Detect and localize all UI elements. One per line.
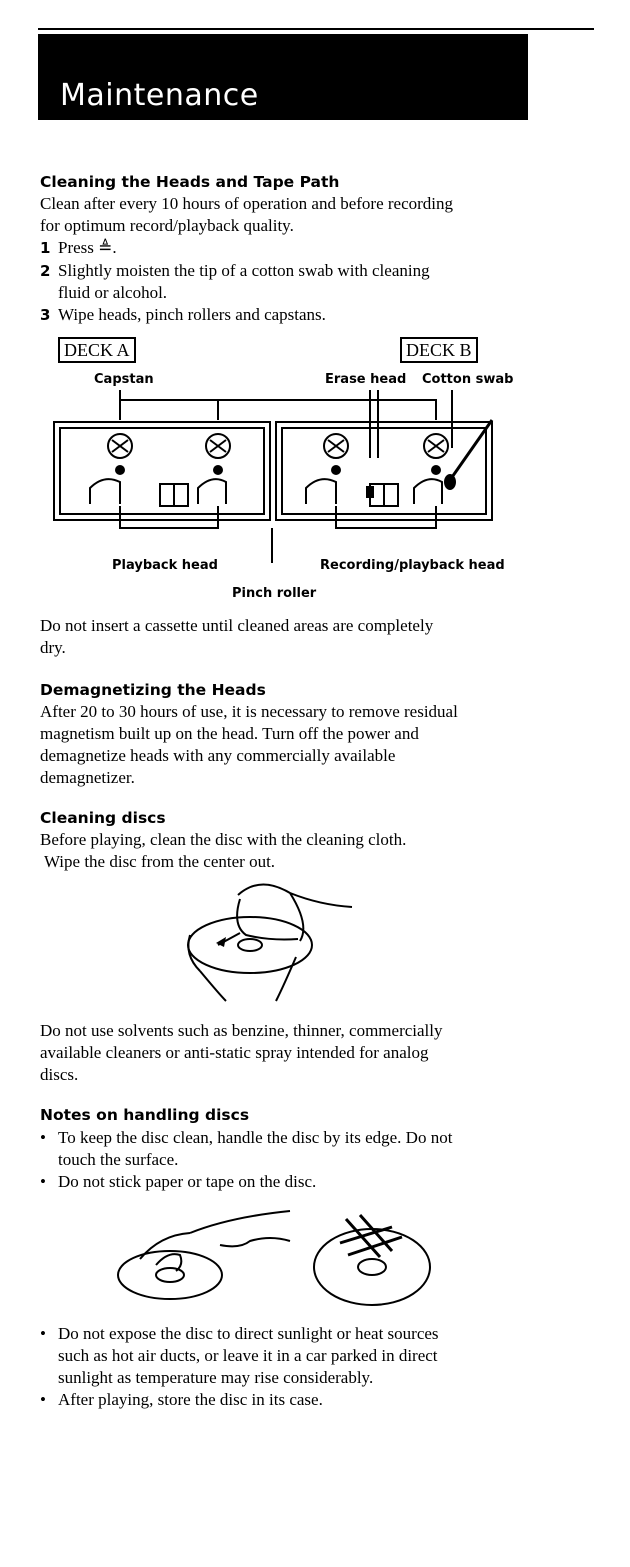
demag-line: magnetism built up on the head. Turn off the power and	[40, 724, 419, 743]
warning-line: available cleaners or anti-static spray intended for analog	[40, 1043, 429, 1062]
playback-head-label: Playback head	[112, 558, 218, 573]
handling-bullet	[40, 1323, 560, 1389]
section-heading-demagnetizing: Demagnetizing the Heads	[40, 681, 266, 699]
intro-line: for optimum record/playback quality.	[40, 216, 294, 235]
step-number: 3	[40, 306, 51, 324]
handling-bullet	[40, 1127, 560, 1171]
discs-line: Before playing, clean the disc with the cleaning cloth.	[40, 830, 407, 849]
section-heading-cleaning-discs: Cleaning discs	[40, 809, 166, 827]
demag-line: demagnetizer.	[40, 768, 135, 787]
deck-b-label: DECK B	[400, 337, 478, 363]
bullet-dot: •	[40, 1390, 46, 1409]
deck-a-label: DECK A	[58, 337, 136, 363]
cotton-swab-label: Cotton swab	[422, 372, 514, 387]
erase-head-label: Erase head	[325, 372, 407, 387]
page-title: Maintenance	[60, 78, 259, 113]
step-text: Wipe heads, pinch rollers and capstans.	[58, 305, 326, 324]
warning-line: discs.	[40, 1065, 79, 1084]
bullet-text: Do not expose the disc to direct sunlight or heat sources	[58, 1324, 439, 1343]
step-2	[40, 260, 560, 304]
bullet-text-continued: such as hot air ducts, or leave it in a car parked in direct	[58, 1346, 438, 1365]
demag-line: demagnetize heads with any commercially available	[40, 746, 396, 765]
bullet-text: After playing, store the disc in its case.	[58, 1390, 323, 1409]
cleaning-discs-text	[40, 829, 560, 873]
section-heading-handling-discs: Notes on handling discs	[40, 1106, 250, 1124]
bullet-text: Do not stick paper or tape on the disc.	[58, 1172, 317, 1191]
demagnetizing-text	[40, 701, 560, 789]
disc-handling-illustration	[110, 1205, 450, 1315]
handling-bullet	[40, 1171, 560, 1193]
bullet-text-continued: touch the surface.	[58, 1150, 179, 1169]
tape-deck-diagram	[40, 388, 560, 563]
step-1	[40, 237, 560, 259]
bullet-dot: •	[40, 1324, 46, 1343]
note-line: dry.	[40, 638, 66, 657]
discs-line: Wipe the disc from the center out.	[40, 852, 276, 871]
section-heading-cleaning-heads: Cleaning the Heads and Tape Path	[40, 173, 340, 191]
capstan-label: Capstan	[94, 372, 154, 387]
step-3	[40, 304, 560, 326]
bullet-text-continued: sunlight as temperature may rise considerably.	[58, 1368, 374, 1387]
step-text: Press ≜.	[58, 238, 117, 257]
step-number: 1	[40, 239, 51, 257]
cleaning-heads-intro	[40, 193, 560, 237]
handling-bullet	[40, 1389, 560, 1411]
demag-line: After 20 to 30 hours of use, it is necessary to remove residual	[40, 702, 458, 721]
pinch-roller-label: Pinch roller	[232, 586, 317, 601]
recording-playback-head-label: Recording/playback head	[320, 558, 505, 573]
solvents-warning	[40, 1020, 560, 1086]
step-number: 2	[40, 262, 51, 280]
cassette-dry-note	[40, 615, 560, 659]
wiping-disc-illustration	[180, 875, 360, 1005]
header-rule	[38, 28, 594, 30]
bullet-text: To keep the disc clean, handle the disc by its edge. Do not	[58, 1128, 453, 1147]
bullet-dot: •	[40, 1128, 46, 1147]
intro-line: Clean after every 10 hours of operation and before recording	[40, 194, 454, 213]
step-text-continued: fluid or alcohol.	[58, 283, 168, 302]
bullet-dot: •	[40, 1172, 46, 1191]
step-text: Slightly moisten the tip of a cotton swab with cleaning	[58, 261, 430, 280]
note-line: Do not insert a cassette until cleaned areas are completely	[40, 616, 434, 635]
warning-line: Do not use solvents such as benzine, thinner, commercially	[40, 1021, 443, 1040]
